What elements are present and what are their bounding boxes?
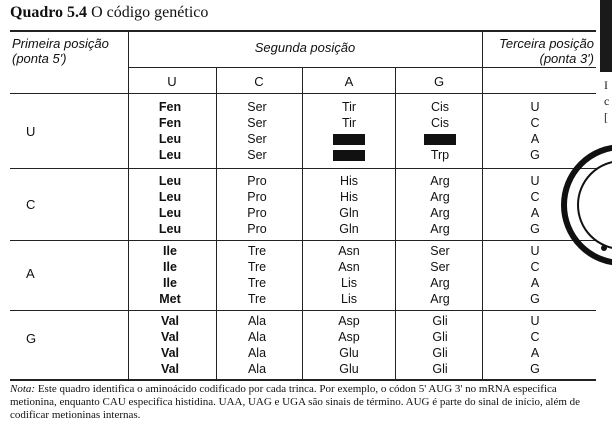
list-item: A [530,132,540,146]
group-rule [10,240,596,241]
top-rule [10,30,596,32]
list-item: His [339,174,359,188]
codons-ag [405,243,475,307]
list-item: Ala [247,346,267,360]
bottom-rule [10,379,596,381]
list-item: Leu [158,190,182,204]
divider-a-g [395,67,396,380]
list-item: Leu [158,222,182,236]
list-item: Tir [341,100,357,114]
list-item: Ser [430,260,450,274]
list-item: Fen [158,116,182,130]
stop-marker [333,150,365,161]
third-letters-a [520,243,550,307]
edge-text: [ [604,110,608,124]
list-item: Arg [430,222,450,236]
list-item: Gli [432,330,448,344]
edge-text: I [604,78,608,92]
list-item: Pro [247,174,267,188]
scan-edge-bar [600,0,612,72]
note-label: Nota: [10,383,36,395]
header-third-position: Terceira posição (ponta 3') [499,36,594,66]
codons-au [135,243,205,307]
list-item: Fen [158,100,182,114]
list-item: C [530,190,540,204]
third-letters-u [520,99,550,163]
first-letter-g: G [26,331,37,346]
table-title [10,2,390,24]
list-item: Tir [341,116,357,130]
list-item: C [530,330,540,344]
codons-uc [222,99,292,163]
list-item: Ile [163,260,177,274]
list-item [405,131,475,147]
note-text: Este quadro identifica o aminoácido codificado por cada trinca. Por exemplo, o códon 5' AUG 3' no mRNA especifica metionina, enquanto CAU especifica histidina. UAA, UAG e UGA são sinais de término. AUG é parte do sinal de início, além de codificar metioninas internas. [10,383,581,421]
stop-marker [333,134,365,145]
codons-ua [314,99,384,163]
list-item: Met [159,292,181,306]
codons-gg [405,313,475,377]
list-item: A [530,206,540,220]
list-item: Trp [430,148,450,162]
list-item: Pro [247,206,267,220]
codons-cu [135,173,205,237]
header-second-position: Segunda posição [254,40,356,55]
list-item: Gln [339,206,359,220]
codons-ca [314,173,384,237]
list-item: Ser [247,132,267,146]
list-item: Glu [339,362,359,376]
third-letters-c [520,173,550,237]
divider-first [128,30,129,380]
list-item: Ile [163,276,177,290]
list-item: Arg [430,190,450,204]
codons-uu [135,99,205,163]
second-letter-u: U [167,74,177,89]
list-item: Arg [430,206,450,220]
list-item: Ala [247,362,267,376]
list-item: Lis [341,292,357,306]
divider-third [482,30,483,380]
list-item: G [530,292,540,306]
list-item: Tre [247,260,267,274]
list-item: U [530,174,540,188]
list-item: Tre [247,276,267,290]
table-note [10,383,596,422]
first-letter-c: C [26,197,36,212]
list-item: Gli [432,362,448,376]
list-item: Val [160,346,180,360]
group-rule [10,310,596,311]
divider-u-c [216,67,217,380]
list-item: G [530,148,540,162]
list-item: Val [160,362,180,376]
list-item: Arg [430,174,450,188]
codons-aa [314,243,384,307]
second-letter-c: C [254,74,264,89]
group-rule [10,168,596,169]
list-item [314,131,384,147]
codons-ug [405,99,475,163]
list-item: Leu [158,206,182,220]
list-item: C [530,260,540,274]
list-item: Asn [338,260,360,274]
second-letter-g: G [433,74,445,89]
list-item: Ala [247,314,267,328]
list-item: Leu [158,148,182,162]
stamp-seal-icon [560,130,612,280]
list-item: U [530,100,540,114]
list-item: Ala [247,330,267,344]
list-item: His [339,190,359,204]
list-item: Pro [247,190,267,204]
list-item: Val [160,314,180,328]
list-item: C [530,116,540,130]
list-item: Cis [430,100,450,114]
codons-cg [405,173,475,237]
list-item: Pro [247,222,267,236]
stop-marker [424,134,456,145]
table-number: Quadro 5.4 [10,4,88,21]
list-item: Asp [338,330,360,344]
first-letter-a: A [26,266,35,281]
codons-cc [222,173,292,237]
list-item: A [530,346,540,360]
list-item: Asn [338,244,360,258]
divider-c-a [302,67,303,380]
third-letters-g [520,313,550,377]
subheader-rule [10,93,596,94]
header-first-position: Primeira posição (ponta 5') [12,36,109,66]
codons-gu [135,313,205,377]
list-item: Ser [430,244,450,258]
header-rule [128,67,596,68]
edge-text: c [604,94,610,108]
list-item: Asp [338,314,360,328]
list-item: Leu [158,174,182,188]
list-item: Gli [432,346,448,360]
list-item: Tre [247,292,267,306]
list-item: Gln [339,222,359,236]
list-item: Tre [247,244,267,258]
list-item: G [530,222,540,236]
list-item: Arg [430,276,450,290]
codons-gc [222,313,292,377]
codons-ga [314,313,384,377]
list-item: U [530,314,540,328]
first-letter-u: U [26,124,36,139]
list-item: G [530,362,540,376]
list-item: A [530,276,540,290]
list-item: Arg [430,292,450,306]
list-item [314,147,384,163]
list-item: Ile [163,244,177,258]
list-item: U [530,244,540,258]
list-item: Ser [247,100,267,114]
list-item: Ser [247,148,267,162]
codons-ac [222,243,292,307]
list-item: Val [160,330,180,344]
list-item: Glu [339,346,359,360]
second-letter-a: A [344,74,354,89]
list-item: Cis [430,116,450,130]
list-item: Leu [158,132,182,146]
table-caption: O código genético [91,4,209,21]
list-item: Lis [341,276,357,290]
list-item: Gli [432,314,448,328]
list-item: Ser [247,116,267,130]
